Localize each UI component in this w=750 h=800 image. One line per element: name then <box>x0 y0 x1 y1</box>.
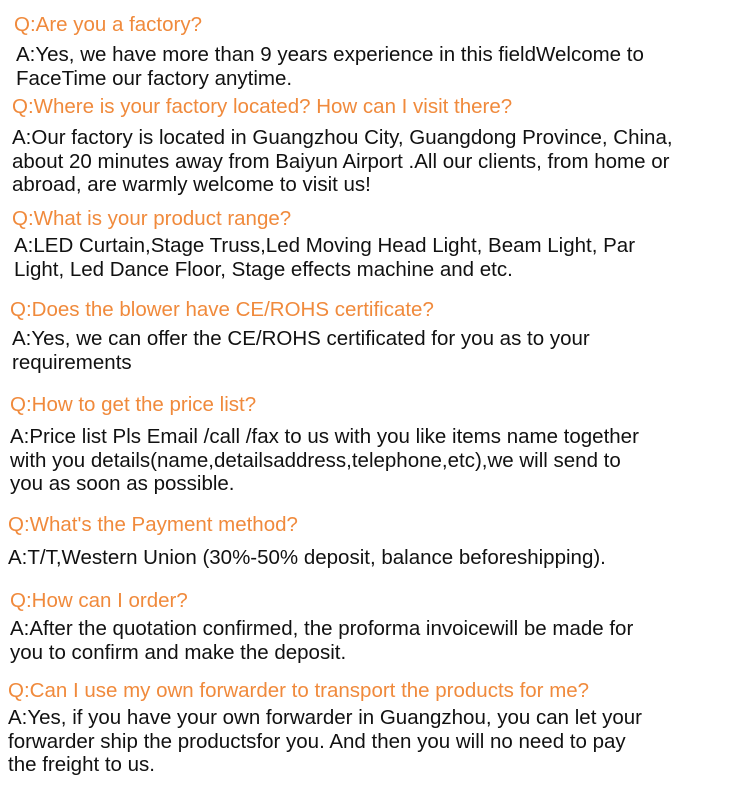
faq-question-3: Q:What is your product range? <box>12 207 292 230</box>
faq-answer-4: A:Yes, we can offer the CE/ROHS certificated for you as to your requirements <box>12 327 590 374</box>
faq-question-2: Q:Where is your factory located? How can I visit there? <box>12 95 513 118</box>
faq-answer-6: A:T/T,Western Union (30%-50% deposit, balance beforeshipping). <box>8 546 606 569</box>
faq-question-1: Q:Are you a factory? <box>14 13 203 36</box>
faq-question-6: Q:What's the Payment method? <box>8 513 298 536</box>
faq-answer-5: A:Price list Pls Email /call /fax to us with you like items name together with you details(name,detailsaddress,telephone,etc),we will send to you as soon as possible. <box>10 425 639 495</box>
faq-answer-3: A:LED Curtain,Stage Truss,Led Moving Head Light, Beam Light, Par Light, Led Dance Floor, Stage effects machine and etc. <box>14 234 636 281</box>
faq-question-5: Q:How to get the price list? <box>10 393 257 416</box>
faq-answer-1: A:Yes, we have more than 9 years experience in this fieldWelcome to FaceTime our factory anytime. <box>16 43 644 90</box>
faq-answer-8: A:Yes, if you have your own forwarder in Guangzhou, you can let your forwarder ship the productsfor you. And then you will no need to pay the freight to us. <box>8 706 642 776</box>
faq-answer-2: A:Our factory is located in Guangzhou City, Guangdong Province, China, about 20 minutes away from Baiyun Airport .All our clients, from home or abroad, are warmly welcome to visit us! <box>12 126 673 196</box>
faq-answer-7: A:After the quotation confirmed, the proforma invoicewill be made for you to confirm and make the deposit. <box>10 617 634 664</box>
faq-question-7: Q:How can I order? <box>10 589 188 612</box>
faq-question-4: Q:Does the blower have CE/ROHS certificate? <box>10 298 434 321</box>
faq-question-8: Q:Can I use my own forwarder to transport the products for me? <box>8 679 590 702</box>
